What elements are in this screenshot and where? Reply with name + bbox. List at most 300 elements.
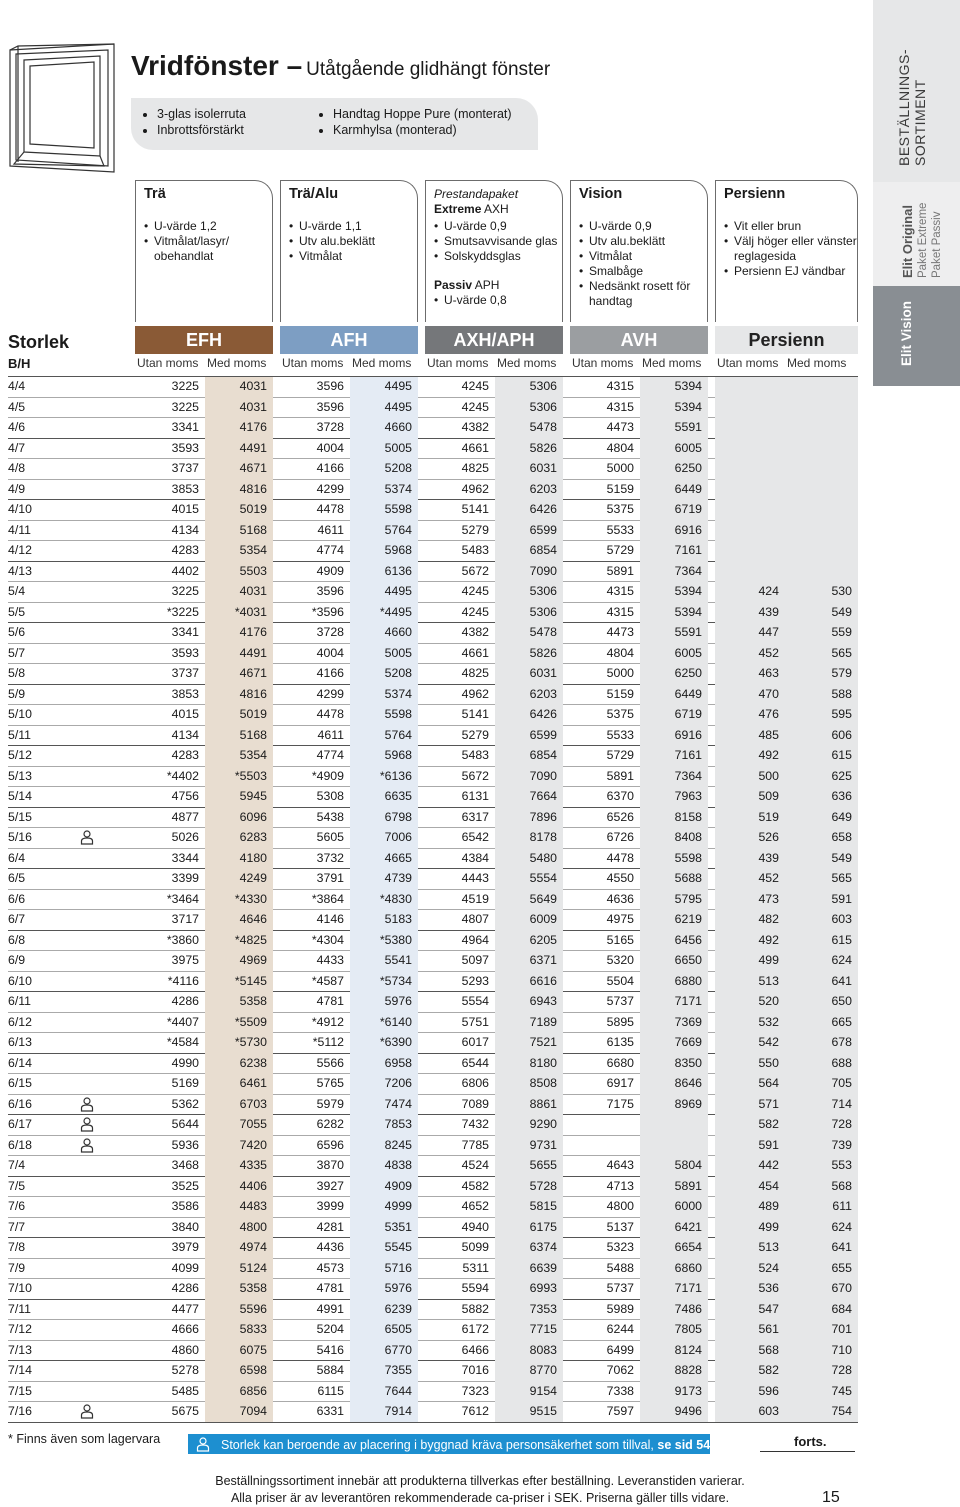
price-cell-efh-utan: 4477 [171, 1301, 199, 1316]
price-cell-axh-aph-med: 6203 [529, 481, 557, 496]
price-cell-afh-med: 6770 [384, 1342, 412, 1357]
size-label: 6/11 [8, 994, 32, 1008]
product-bullet: • U-värde 0,9 [444, 219, 557, 234]
price-cell-avh-utan: 5000 [606, 461, 634, 475]
price-cell-axh-aph-med: 9515 [529, 1404, 557, 1418]
price-cell-avh-med: 6719 [674, 707, 702, 721]
price-cell-efh-utan: 3975 [171, 953, 199, 967]
price-cell-axh-aph-med: 5554 [529, 871, 557, 885]
table-row [0, 540, 860, 561]
size-label: 6/5 [8, 871, 26, 885]
price-cell-avh-utan: 6370 [606, 789, 634, 803]
price-cell-afh-med: *4495 [379, 604, 412, 619]
size-label: 7/13 [8, 1342, 32, 1357]
extreme-label: Extreme [434, 202, 482, 216]
table-row [0, 1237, 860, 1258]
size-label: 6/17 [8, 1117, 32, 1131]
price-cell-avh-utan: 6526 [606, 809, 634, 824]
product-title: Persienn [724, 186, 786, 202]
price-cell-avh-med: 6719 [674, 502, 702, 516]
price-cell-persienn-med: 714 [831, 1096, 852, 1111]
size-label: 6/18 [8, 1137, 32, 1152]
price-cell-efh-utan: 3737 [171, 461, 199, 475]
price-cell-afh-med: 5976 [384, 994, 412, 1008]
table-row [0, 807, 860, 828]
price-cell-afh-utan: 4281 [316, 1219, 344, 1234]
price-cell-persienn-med: 655 [831, 1260, 852, 1275]
price-cell-axh-aph-med: 6599 [529, 727, 557, 742]
product-bullet: • U-värde 0,8 [444, 293, 507, 308]
passiv-label: Passiv [434, 278, 473, 292]
table-row [0, 1012, 860, 1033]
price-cell-persienn-med: 684 [831, 1301, 852, 1316]
price-cell-avh-med: 8124 [674, 1342, 702, 1357]
price-cell-avh-med: 7669 [674, 1035, 702, 1049]
sidebar-bottom-panel [873, 286, 960, 386]
price-cell-avh-utan: 4804 [606, 645, 634, 660]
price-cell-axh-aph-med: 6426 [529, 502, 557, 516]
price-cell-afh-utan: 5884 [316, 1363, 344, 1377]
size-label: 7/11 [8, 1301, 32, 1316]
sidebar-elit-vision: Elit Vision [899, 300, 914, 366]
price-cell-efh-med: 6703 [239, 1096, 267, 1111]
table-row [0, 1278, 860, 1299]
price-cell-persienn-med: 615 [831, 748, 852, 762]
price-cell-axh-aph-med: 7090 [529, 563, 557, 578]
price-cell-efh-utan: 4877 [171, 809, 199, 824]
price-cell-axh-aph-med: 7189 [529, 1014, 557, 1029]
price-cell-avh-med: 6005 [674, 440, 702, 455]
feature-list-2 [317, 106, 512, 138]
price-cell-efh-med: 4974 [239, 1240, 267, 1254]
price-cell-avh-med: 6650 [674, 953, 702, 967]
table-row [0, 1360, 860, 1381]
size-label: 7/4 [8, 1158, 26, 1172]
price-cell-axh-aph-med: 6205 [529, 932, 557, 947]
price-cell-persienn-utan [715, 520, 781, 541]
price-cell-avh-med: 8969 [674, 1096, 702, 1111]
table-row [0, 376, 860, 397]
price-cell-axh-aph-utan: 6017 [461, 1035, 489, 1049]
price-cell-avh-med: 8350 [674, 1055, 702, 1070]
column-header-afh: AFH [280, 326, 418, 354]
price-cell-avh-med: 6250 [674, 461, 702, 475]
price-cell-afh-med: *6136 [379, 768, 412, 783]
table-row [0, 438, 860, 459]
price-cell-efh-utan: 4283 [171, 543, 199, 557]
price-cell-axh-aph-med: 6203 [529, 686, 557, 701]
price-cell-avh-med: 7161 [674, 748, 702, 762]
size-label: 4/7 [8, 440, 26, 455]
product-bullet: • Vit eller brun [734, 219, 857, 234]
price-cell-axh-aph-utan: 5279 [461, 727, 489, 742]
price-cell-axh-aph-med: 9731 [529, 1137, 557, 1152]
price-cell-persienn-utan: 473 [758, 891, 779, 906]
table-row [0, 499, 860, 520]
price-cell-axh-aph-med: 8861 [529, 1096, 557, 1111]
product-title: Trä/Alu [289, 186, 339, 202]
price-cell-avh-utan: 5165 [606, 932, 634, 947]
price-cell-axh-aph-utan: 6544 [461, 1055, 489, 1070]
size-label: 5/11 [8, 727, 32, 742]
price-cell-persienn-utan: 513 [758, 973, 779, 988]
price-cell-efh-med: 5503 [239, 563, 267, 578]
price-cell-afh-utan: 6596 [316, 1137, 344, 1152]
price-cell-afh-utan: 4478 [316, 502, 344, 516]
price-cell-efh-utan: 3979 [171, 1240, 199, 1254]
price-cell-axh-aph-med: 8178 [529, 830, 557, 844]
price-cell-afh-med: 5764 [384, 727, 412, 742]
price-cell-avh-utan: 6726 [606, 830, 634, 844]
price-cell-efh-med: 4671 [239, 461, 267, 475]
price-cell-afh-med: 7853 [384, 1117, 412, 1131]
column-header-efh: EFH [135, 326, 273, 354]
price-cell-avh-utan: 4478 [606, 850, 634, 865]
price-cell-persienn-utan: 582 [758, 1363, 779, 1377]
price-cell-persienn-med: 615 [831, 932, 852, 947]
table-row [0, 889, 860, 910]
product-bullet: • Vitmålat [299, 249, 375, 264]
price-cell-axh-aph-utan: 5672 [461, 768, 489, 783]
price-cell-efh-med: 5354 [239, 748, 267, 762]
price-cell-persienn-med [785, 397, 854, 418]
price-cell-persienn-utan: 571 [758, 1096, 779, 1111]
price-cell-avh-utan: 4473 [606, 625, 634, 639]
price-cell-persienn-med: 553 [831, 1158, 852, 1172]
size-label: 7/10 [8, 1281, 32, 1295]
size-label: 6/8 [8, 932, 26, 947]
price-cell-persienn-med: 739 [831, 1137, 852, 1152]
price-cell-axh-aph-med: 6031 [529, 461, 557, 475]
price-cell-axh-aph-utan: 5293 [461, 973, 489, 988]
price-cell-avh-med: 8408 [674, 830, 702, 844]
price-cell-persienn-med: 641 [831, 973, 852, 988]
price-cell-afh-utan: 4774 [316, 748, 344, 762]
price-cell-efh-med: 5945 [239, 789, 267, 803]
price-cell-axh-aph-med: 6426 [529, 707, 557, 721]
price-cell-axh-aph-utan: 5097 [461, 953, 489, 967]
price-cell-persienn-med: 591 [831, 891, 852, 906]
price-cell-persienn-med: 710 [831, 1342, 852, 1357]
price-cell-persienn-utan [715, 479, 781, 500]
price-cell-avh-med: 7364 [674, 563, 702, 578]
price-cell-efh-med: 5168 [239, 522, 267, 537]
product-box-vision [570, 180, 708, 322]
price-cell-efh-utan: 4286 [171, 994, 199, 1008]
size-label: 5/16 [8, 830, 32, 844]
price-cell-axh-aph-utan: 4443 [461, 871, 489, 885]
price-cell-efh-utan: 3341 [171, 420, 199, 434]
price-cell-afh-utan: 5204 [316, 1322, 344, 1336]
price-cell-persienn-med: 624 [831, 953, 852, 967]
price-cell-efh-med: 5168 [239, 727, 267, 742]
size-label: 6/14 [8, 1055, 32, 1070]
size-label: 5/5 [8, 604, 26, 619]
price-cell-afh-utan: 5605 [316, 830, 344, 844]
size-label: 4/4 [8, 379, 26, 393]
price-cell-persienn-med: 745 [831, 1383, 852, 1398]
price-cell-avh-utan: 5159 [606, 686, 634, 701]
price-cell-afh-utan: 4299 [316, 481, 344, 496]
price-cell-persienn-med: 688 [831, 1055, 852, 1070]
price-cell-afh-utan: 3732 [316, 850, 344, 865]
size-label: 7/5 [8, 1178, 26, 1193]
price-cell-persienn-utan: 526 [758, 830, 779, 844]
price-cell-persienn-med [785, 499, 854, 520]
table-row [0, 684, 860, 705]
price-cell-efh-med: 4483 [239, 1199, 267, 1213]
price-cell-afh-med: 6136 [384, 563, 412, 578]
product-bullets [144, 219, 229, 264]
price-cell-avh-utan: 5737 [606, 1281, 634, 1295]
window-illustration [8, 42, 116, 174]
price-cell-persienn-med [785, 376, 854, 397]
price-cell-afh-utan: 4611 [317, 522, 344, 537]
price-cell-axh-aph-med: 7664 [529, 789, 557, 803]
price-cell-afh-utan: *3596 [311, 604, 344, 619]
price-cell-avh-utan: 7338 [606, 1383, 634, 1398]
table-row [0, 643, 860, 664]
price-cell-axh-aph-utan: 4825 [461, 461, 489, 475]
price-cell-efh-med: 5833 [239, 1322, 267, 1336]
price-cell-efh-med: 4406 [239, 1178, 267, 1193]
table-row [0, 1299, 860, 1320]
table-row [0, 930, 860, 951]
price-cell-persienn-utan [715, 458, 781, 479]
price-cell-avh-utan: 4636 [606, 891, 634, 906]
price-cell-avh-utan: 6244 [606, 1322, 634, 1336]
size-label: 4/8 [8, 461, 26, 475]
price-cell-axh-aph-utan: 6131 [461, 789, 489, 803]
product-bullets [724, 219, 857, 279]
subheader-med-moms: Med moms [207, 356, 267, 370]
sidebar-line: SORTIMENT [912, 79, 928, 166]
size-label: 6/9 [8, 953, 26, 967]
price-cell-avh-utan: 5488 [606, 1260, 634, 1275]
price-cell-efh-utan: *3225 [166, 604, 199, 619]
price-cell-axh-aph-utan: 6317 [461, 809, 489, 824]
feature-list-1 [141, 106, 246, 138]
subheader-utan-moms: Utan moms [282, 356, 344, 370]
price-cell-persienn-med: 641 [831, 1240, 852, 1254]
price-cell-axh-aph-utan: 4245 [461, 379, 489, 393]
price-cell-axh-aph-med: 5306 [529, 379, 557, 393]
price-cell-axh-aph-med: 5306 [529, 584, 557, 598]
price-cell-afh-utan: 3728 [316, 420, 344, 434]
price-cell-afh-utan: 6115 [317, 1383, 344, 1398]
table-row [0, 848, 860, 869]
price-cell-persienn-med: 728 [831, 1363, 852, 1377]
price-cell-avh-utan: 5137 [606, 1219, 634, 1234]
subheader-utan-moms: Utan moms [717, 356, 779, 370]
price-cell-efh-med: 5019 [239, 502, 267, 516]
price-cell-avh-med: 6005 [674, 645, 702, 660]
price-cell-avh-utan: 4315 [606, 399, 634, 414]
price-cell-afh-utan: 3596 [316, 379, 344, 393]
price-cell-avh-med [640, 1135, 704, 1156]
price-cell-afh-utan: 4166 [316, 666, 344, 680]
prestanda-title: Prestandapaket [434, 187, 519, 201]
price-cell-efh-med: 6238 [239, 1055, 267, 1070]
price-cell-efh-utan: 3344 [171, 850, 199, 865]
price-cell-axh-aph-med: 7896 [529, 809, 557, 824]
size-label: 5/13 [8, 768, 32, 783]
price-cell-avh-med: 5591 [674, 420, 702, 434]
price-cell-efh-utan: 5485 [171, 1383, 199, 1398]
product-bullet: • Smutsavvisande glas [444, 234, 557, 249]
price-cell-efh-med: 5596 [239, 1301, 267, 1316]
size-label: 6/10 [8, 973, 32, 988]
table-row [0, 581, 860, 602]
price-cell-persienn-med: 549 [831, 604, 852, 619]
size-label: 5/9 [8, 686, 26, 701]
price-cell-axh-aph-med: 8508 [529, 1076, 557, 1090]
feature-item: • Karmhylsa (monterad) [333, 122, 512, 138]
person-note-ref[interactable]: se sid 54. [657, 1438, 714, 1452]
price-cell-persienn-med [785, 458, 854, 479]
price-cell-afh-med: 5598 [384, 707, 412, 721]
price-cell-efh-utan: 3586 [171, 1199, 199, 1213]
price-cell-avh-utan: 5000 [606, 666, 634, 680]
price-cell-efh-med: *5730 [234, 1035, 267, 1049]
price-cell-efh-med: 4491 [239, 440, 267, 455]
price-cell-axh-aph-med: 5815 [529, 1199, 557, 1213]
table-row [0, 745, 860, 766]
person-safety-icon [80, 1097, 94, 1112]
price-cell-efh-med: 4031 [239, 584, 267, 598]
product-title: Vision [579, 186, 623, 202]
sidebar-line: Paket Extreme [917, 202, 929, 278]
table-row [0, 1073, 860, 1094]
size-label: 4/5 [8, 399, 26, 414]
price-cell-axh-aph-med: 6599 [529, 522, 557, 537]
product-title: Trä [144, 186, 166, 202]
price-cell-efh-med: *4825 [234, 932, 267, 947]
price-cell-afh-med: 5374 [384, 481, 412, 496]
price-cell-afh-utan: 3791 [316, 871, 344, 885]
price-cell-persienn-med: 670 [831, 1281, 852, 1295]
feature-box [131, 98, 538, 150]
price-cell-persienn-utan [715, 397, 781, 418]
price-cell-avh-med: 5394 [674, 379, 702, 393]
price-cell-axh-aph-med: 5478 [529, 420, 557, 434]
price-cell-efh-utan: 3341 [171, 625, 199, 639]
price-cell-avh-med: 7364 [674, 768, 702, 783]
table-row [0, 1340, 860, 1361]
price-cell-avh-utan: 7597 [606, 1404, 634, 1418]
price-cell-axh-aph-utan: 4652 [461, 1199, 489, 1213]
table-top-rule [8, 376, 858, 377]
table-row [0, 397, 860, 418]
price-cell-axh-aph-med: 7715 [529, 1322, 557, 1336]
product-bullet: • U-värde 0,9 [589, 219, 690, 234]
price-cell-persienn-utan: 476 [758, 707, 779, 721]
price-cell-afh-med: 5968 [384, 543, 412, 557]
price-cell-efh-med: 6598 [239, 1363, 267, 1377]
price-cell-efh-utan: 4015 [171, 502, 199, 516]
price-cell-afh-utan: 4004 [316, 440, 344, 455]
column-header-avh: AVH [570, 326, 708, 354]
price-cell-axh-aph-utan: 7016 [461, 1363, 489, 1377]
price-cell-avh-utan: 6499 [606, 1342, 634, 1357]
price-cell-avh-utan: 4975 [606, 912, 634, 926]
price-cell-axh-aph-utan: 4964 [461, 932, 489, 947]
size-label: 6/13 [8, 1035, 32, 1049]
price-cell-efh-utan: 3399 [171, 871, 199, 885]
footer-line-2: Alla priser är av leverantören rekommenderade ca-priser i SEK. Priserna gäller tills vidare. [230, 1491, 730, 1505]
price-cell-afh-utan: 4004 [316, 645, 344, 660]
price-cell-avh-med: 5598 [674, 850, 702, 865]
price-cell-axh-aph-utan: 4382 [461, 625, 489, 639]
price-cell-afh-med: 7206 [384, 1076, 412, 1090]
price-cell-afh-utan: 3596 [316, 399, 344, 414]
column-header-axh-aph: AXH/APH [425, 326, 563, 354]
price-cell-axh-aph-med: 5826 [529, 440, 557, 455]
price-cell-persienn-med [785, 479, 854, 500]
price-cell-persienn-med [785, 438, 854, 459]
title-subtitle: Utåtgående glidhängt fönster [306, 59, 551, 80]
price-cell-persienn-med: 530 [831, 584, 852, 598]
price-cell-afh-med: 5968 [384, 748, 412, 762]
price-cell-persienn-med: 624 [831, 1219, 852, 1234]
price-cell-avh-utan: 6680 [606, 1055, 634, 1070]
price-cell-avh-utan: 5533 [606, 727, 634, 742]
subheader-med-moms: Med moms [352, 356, 412, 370]
price-cell-efh-med: *5503 [234, 768, 267, 783]
table-row [0, 909, 860, 930]
table-row [0, 725, 860, 746]
size-label: 5/14 [8, 789, 32, 803]
price-cell-efh-utan: 4860 [171, 1342, 199, 1357]
table-row [0, 1032, 860, 1053]
price-cell-persienn-utan: 524 [758, 1260, 779, 1275]
table-row [0, 622, 860, 643]
price-cell-afh-utan: *4909 [311, 768, 344, 783]
price-cell-afh-med: 5208 [384, 461, 412, 475]
price-cell-persienn-med: 549 [831, 850, 852, 865]
price-cell-axh-aph-utan: 4661 [461, 645, 489, 660]
size-label: 5/7 [8, 645, 26, 660]
price-cell-efh-med: 4180 [239, 850, 267, 865]
price-cell-efh-med: *4330 [234, 891, 267, 906]
price-cell-avh-med: 7171 [674, 994, 702, 1008]
sidebar-mid-title: Elit Original [900, 205, 915, 278]
price-cell-avh-utan: 5729 [606, 748, 634, 762]
price-cell-persienn-utan: 568 [758, 1342, 779, 1357]
price-cell-avh-med [640, 1114, 704, 1135]
table-row [0, 1401, 860, 1422]
table-row [0, 1258, 860, 1279]
table-row [0, 1114, 860, 1135]
size-label: 4/13 [8, 563, 32, 578]
price-cell-avh-med: 8158 [674, 809, 702, 824]
product-bullets [434, 293, 507, 308]
price-cell-efh-med: 5358 [239, 994, 267, 1008]
price-cell-afh-med: *5734 [379, 973, 412, 988]
price-cell-avh-utan: 4315 [606, 584, 634, 598]
price-cell-efh-med: 4249 [239, 871, 267, 885]
price-cell-efh-utan: 5026 [171, 830, 199, 844]
price-cell-efh-med: 4176 [239, 625, 267, 639]
price-cell-afh-utan: 4166 [316, 461, 344, 475]
price-cell-avh-utan: 4550 [606, 871, 634, 885]
price-cell-avh-utan: 5989 [606, 1301, 634, 1316]
person-safety-icon [80, 1117, 94, 1132]
price-cell-axh-aph-med: 8180 [529, 1055, 557, 1070]
price-cell-avh-utan: 5320 [606, 953, 634, 967]
size-label: 6/15 [8, 1076, 32, 1090]
price-cell-efh-med: 7055 [239, 1117, 267, 1131]
